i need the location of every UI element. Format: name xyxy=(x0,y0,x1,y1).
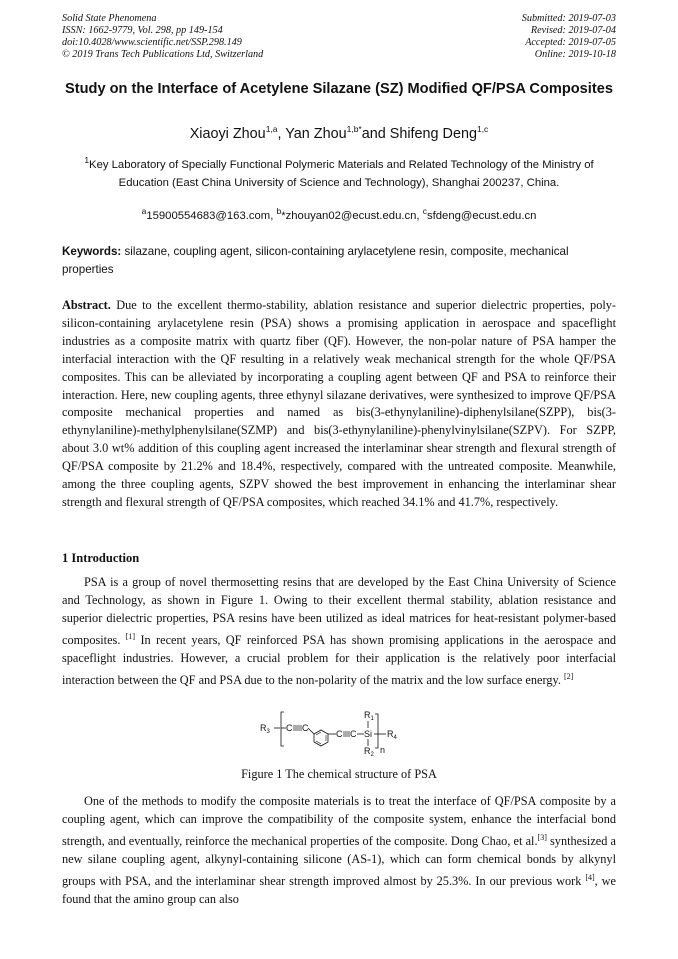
paragraph-text: PSA is a group of novel thermosetting resins that are developed by the East China University of Science and Technology, as shown in Figure 1. Owing to their excellent thermal stability, ablation resistance and superior dielectric properties, PSA resins have been utilized as ideal matrices for heat-resistant polymer-based composites. xyxy=(62,575,616,647)
email-sup: a xyxy=(141,206,147,216)
abstract-text: Due to the excellent thermo-stability, ablation resistance and superior dielectric properties, poly-silicon-containing arylacetylene resin (PSA) shows a promising application in aerospace and spaceflight industries as a composite matrix with quartz fiber (QF). However, the non-polar nature of PSA hamper the interfacial interaction with the QF resulting in a relatively weak mechanical strength for the whole QF/PSA composites. This can be alleviated by incorporating a coupling agent between QF and PSA to reinforce their interaction. Here, new coupling agents, three ethynyl silazane derivatives, were synthesized to improve QF/PSA composite mechanical properties and named as bis(3-ethynylaniline)-diphenylsilane(SZPP), bis(3-ethynylaniline)-methylphenylsilane(SZMP) and bis(3-ethynylaniline)-phenylvinylsilane(SZPV). For SZPP, about 3.0 wt% addition of this coupling agent increased the interlaminar shear strength and flexural strength of QF/PSA composite by 21.2% and 18.4%, respectively, compared with the untreated composite. Meanwhile, among the three coupling agents, SZPV showed the best improvement in enhancing the interlaminar shear strength and flexural strength of QF/PSA composites, which reached 34.1% and 41.7%, respectively. xyxy=(62,298,616,509)
author-sep: and xyxy=(361,125,390,142)
author-sup: 1,a xyxy=(265,124,278,134)
author-list xyxy=(62,124,616,142)
keywords xyxy=(62,243,616,279)
paragraph-text: , we found that the amino group can also xyxy=(62,873,616,906)
email-list xyxy=(62,206,616,222)
journal-name: Solid State Phenomena xyxy=(62,13,157,24)
author-sup: 1,c xyxy=(476,124,489,134)
carbon-label: C xyxy=(336,729,343,739)
carbon-label: C xyxy=(286,723,293,733)
citation-ref[interactable]: [1] xyxy=(125,631,136,641)
affiliation-text: Key Laboratory of Specially Functional Polymeric Materials and Related Technology of the Ministry of Education (East China University of Science and Technology), Shanghai 200237, China. xyxy=(89,158,594,189)
affiliation-sup: 1 xyxy=(84,155,90,165)
revised-date: Revised: 2019-07-04 xyxy=(530,25,616,36)
psa-structure-figure xyxy=(258,704,418,758)
r3-label: $R_3$ xyxy=(260,723,270,735)
paragraph-text: synthesized a new silane coupling agent, alkynyl-containing silicone (AS-1), which can form chemical bonds by alkynyl groups with PSA, and the interlaminar shear strength improved almost by 25.3%. In our previous work xyxy=(62,833,616,888)
author-name: Shifeng Deng xyxy=(389,125,477,142)
citation-ref[interactable]: [4] xyxy=(585,872,595,882)
online-date: Online: 2019-10-18 xyxy=(534,49,616,60)
issn-line: ISSN: 1662-9779, Vol. 298, pp 149-154 xyxy=(62,25,223,36)
keywords-text: silazane, coupling agent, silicon-containing arylacetylene resin, composite, mechanical properties xyxy=(62,245,569,276)
repeat-n-label: n xyxy=(380,745,386,755)
dates-header xyxy=(522,13,616,61)
author-name: Yan Zhou xyxy=(285,125,347,142)
figure-caption: Figure 1 The chemical structure of PSA xyxy=(241,767,437,781)
abstract xyxy=(62,297,616,512)
intro-paragraph-2 xyxy=(62,793,616,909)
accepted-date: Accepted: 2019-07-05 xyxy=(525,37,616,48)
author-name: Xiaoyi Zhou xyxy=(189,125,266,142)
bond-line xyxy=(308,728,314,734)
r2-label: $R_2$ xyxy=(364,746,374,758)
keywords-label: Keywords: xyxy=(62,245,122,258)
section-heading-introduction: 1 Introduction xyxy=(62,551,140,565)
left-bracket xyxy=(281,712,284,746)
paragraph-text: In recent years, QF reinforced PSA has shown promising applications in the aerospace and spaceflight industries. However, a crucial problem for their application is the relatively poor interfacial interaction between the QF and PSA due to the non-polarity of the matrix and the low surface energy. xyxy=(62,632,617,687)
email-c[interactable]: sfdeng@ecust.edu.cn xyxy=(426,209,537,222)
journal-header xyxy=(62,13,263,61)
citation-ref[interactable]: [3] xyxy=(537,832,547,842)
author-sup: 1,b* xyxy=(346,124,362,134)
right-bracket xyxy=(375,714,378,748)
r4-label: $R_4$ xyxy=(387,729,397,741)
carbon-label: C xyxy=(350,729,357,739)
doi-line: doi:10.4028/www.scientific.net/SSP.298.149 xyxy=(62,37,242,48)
paragraph-text: One of the methods to modify the composite materials is to treat the interface of QF/PSA composite by a coupling agent, which can improve the compatibility of the composite system, enhance the interfacial bond strength, and eventually, reinforce the mechanical properties of the composite. Dong Chao, et al. xyxy=(62,794,616,848)
intro-paragraph-1 xyxy=(62,574,616,690)
copyright-line: © 2019 Trans Tech Publications Ltd, Switzerland xyxy=(62,49,264,60)
email-a[interactable]: 15900554683@163.com, xyxy=(146,209,277,222)
citation-ref[interactable]: [2] xyxy=(564,671,574,681)
author-sep: , xyxy=(277,125,286,142)
submitted-date: Submitted: 2019-07-03 xyxy=(521,13,616,24)
abstract-label: Abstract. xyxy=(62,298,111,312)
paper-title: Study on the Interface of Acetylene Silazane (SZ) Modified QF/PSA Composites xyxy=(65,81,613,97)
carbon-label: C xyxy=(302,723,309,733)
email-b[interactable]: *zhouyan02@ecust.edu.cn, xyxy=(281,209,423,222)
affiliation xyxy=(62,151,616,192)
silicon-label: Si xyxy=(364,729,373,739)
r1-label: $R_1$ xyxy=(364,710,374,722)
email-sup: b xyxy=(276,206,282,216)
email-sup: c xyxy=(422,206,427,216)
